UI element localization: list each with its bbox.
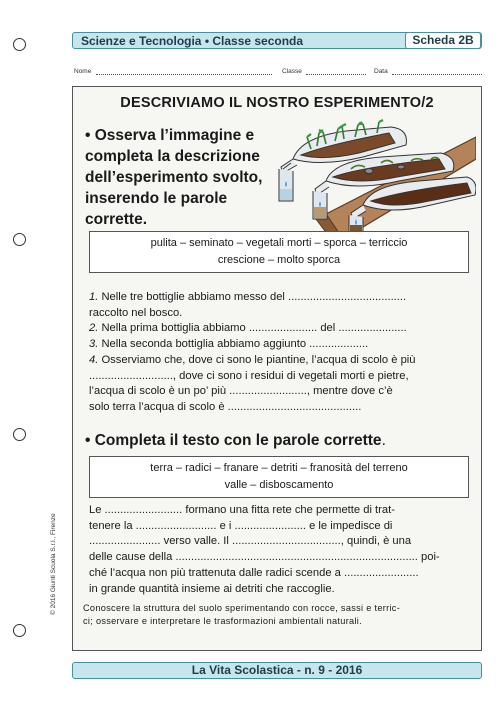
list-item[interactable] [89,400,469,416]
instruction-line: dell’esperimento svolto, [85,169,263,186]
date-label: Data [374,68,388,75]
name-label: Nome [74,68,92,75]
list-item[interactable] [89,353,469,369]
page-title: DESCRIVIAMO IL NOSTRO ESPERIMENTO/2 [120,95,434,111]
item-text: ..........................., dove ci sono i residui di vegetali morti e pietre, [89,369,409,382]
list-item[interactable] [89,384,469,400]
list-item [89,306,469,322]
cloze-line[interactable]: ché l’acqua non più trattenuta dalle radici scende a ........................ [89,566,419,579]
binder-hole-icon [13,624,26,637]
cloze-line[interactable]: ....................... verso valle. Il ..................................., quindi, è una [89,535,412,548]
copyright-text: © 2016 Giunti Scuola S.r.l., Firenze [50,513,57,615]
list-item[interactable] [89,337,469,353]
instruction-line: • Osserva l’immagine e [85,127,255,144]
instruction-line: inserendo le parole [85,190,228,207]
date-field[interactable] [392,74,482,75]
item-text: Osserviamo che, dove ci sono le piantine, l’acqua di scolo è più [98,353,416,366]
item-number: 1. [89,291,99,303]
note-line: Conoscere la struttura del suolo sperimentando con rocce, sassi e terric- [83,603,401,613]
exercise-1-items [89,290,469,416]
header-bar [72,32,482,49]
cloze-line: in grande quantità insieme ai detriti che raccoglie. [89,582,335,595]
word-bank-line: terra – radici – franare – detriti – franosità del terreno [150,462,408,474]
instruction-complete [85,430,475,451]
instruction-end: corrette. [85,211,148,228]
binder-hole-icon [13,38,26,51]
item-text: raccolto nel bosco. [89,306,183,319]
name-field[interactable] [96,74,272,75]
item-text: l’acqua di scolo è un po’ più ........................., mentre dove c’è [89,385,393,398]
item-number: 3. [89,338,99,351]
word-bank-line: valle – disboscamento [224,479,334,491]
item-text: Nella prima bottiglia abbiamo ...................... del ...................... [98,322,407,335]
word-bank-2 [89,456,469,498]
item-text: solo terra l’acqua di scolo è ........................................... [89,400,362,413]
word-bank-line: pulita – seminato – vegetali morti – sporca – terriccio [150,237,408,249]
instruction-text: • Completa il testo con le parole corrette [85,432,382,449]
word-bank-1 [89,231,469,273]
learning-objective-note [83,602,473,628]
footer-bar: La Vita Scolastica - n. 9 - 2016 [72,662,482,679]
cloze-line[interactable]: delle cause della .............................................................................. poi- [89,551,440,564]
item-text: Nella seconda bottiglia abbiamo aggiunto ................... [98,338,369,351]
binder-hole-icon [13,428,26,441]
cloze-line[interactable]: tenere la .......................... e i ....................... e le impedisce di [89,519,393,532]
bottles-experiment-illustration [271,119,476,239]
binder-hole-icon [13,233,26,246]
instruction-line [85,209,285,230]
item-text: Nelle tre bottiglie abbiamo messo del ...................................... [98,291,407,303]
list-item[interactable] [89,321,469,337]
list-item[interactable] [89,369,469,385]
item-number: 4. [89,353,99,366]
instruction-line: completa la descrizione [85,148,260,165]
subject-label: Scienze e Tecnologia • Classe seconda [81,34,304,48]
instruction-observe [85,125,285,230]
list-item[interactable] [89,290,469,306]
class-label: Classe [282,68,302,75]
item-number: 2. [89,322,99,335]
word-bank-line: crescione – molto sporca [217,254,341,266]
exercise-panel [72,86,482,651]
instruction-end: . [381,432,386,449]
cloze-line[interactable]: Le ......................... formano una fitta rete che permette di trat- [89,504,395,516]
note-line: ci; osservare e interpretare le trasformazioni ambientali naturali. [83,616,362,626]
class-field[interactable] [306,74,366,75]
sheet-tag: Scheda 2B [405,32,481,49]
exercise-2-text [89,503,469,597]
